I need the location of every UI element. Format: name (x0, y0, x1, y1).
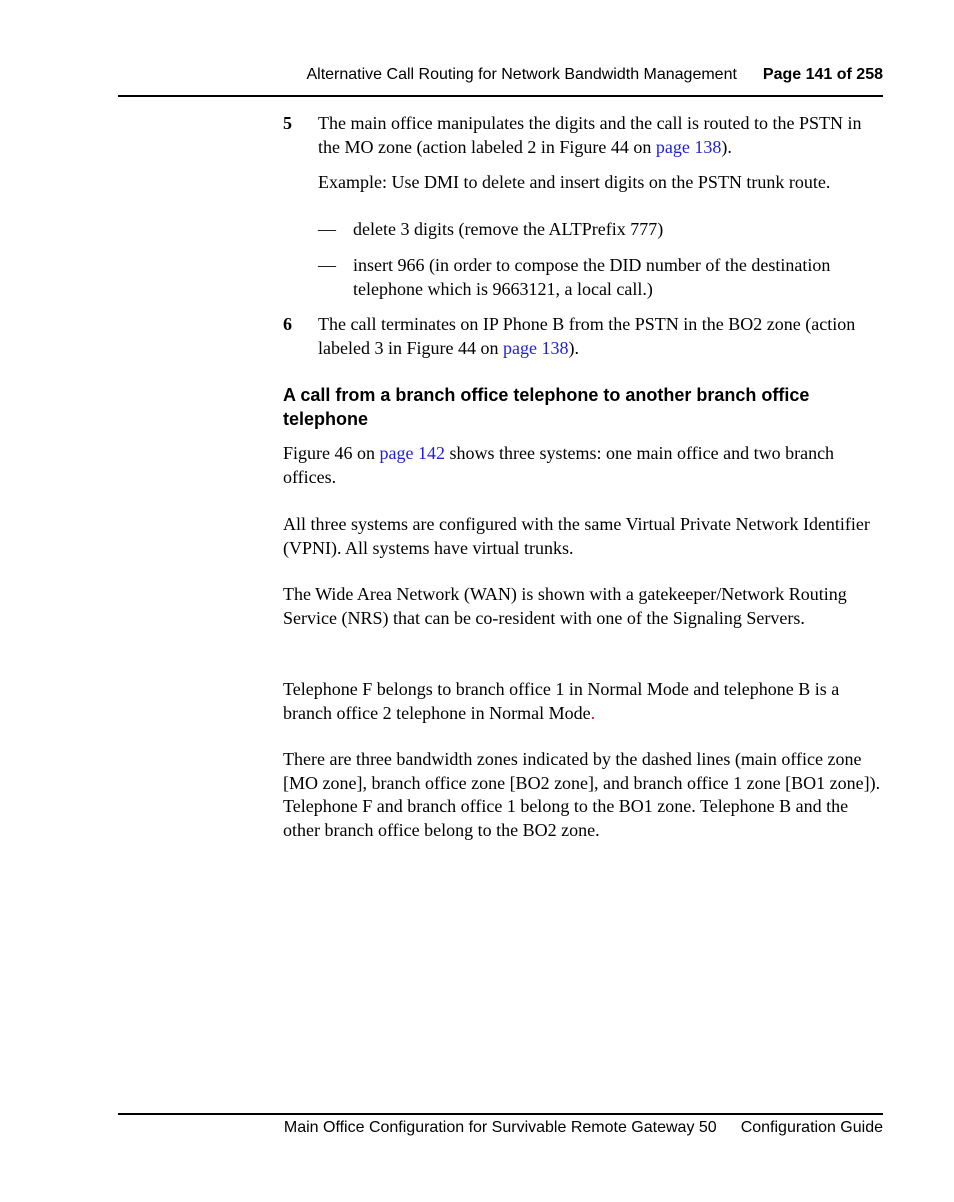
paragraph-text: Telephone F belongs to branch office 1 in Normal Mode and telephone B is a branch office 2 telephone in Normal Mode (283, 679, 840, 723)
page-link[interactable]: page 142 (379, 443, 445, 463)
paragraph (283, 442, 883, 489)
dash-symbol: — (318, 255, 336, 275)
footer-doc-title: Main Office Configuration for Survivable Remote Gateway 50 (283, 1119, 717, 1136)
dash-symbol: — (318, 219, 336, 239)
step-text (318, 313, 883, 360)
example-text: Example: Use DMI to delete and insert digits on the PSTN trunk route. (318, 172, 831, 192)
paragraph (283, 678, 883, 725)
step-text-part: The call terminates on IP Phone B from the PSTN in the BO2 zone (action labeled 3 in Figure 44 on (318, 314, 856, 358)
paragraph-text: shows three systems: one main office and two branch offices. (283, 443, 835, 487)
paragraph: The Wide Area Network (WAN) is shown with a gatekeeper/Network Routing Service (NRS) that can be co-resident with one of the Signaling Servers. (283, 584, 847, 628)
paragraph: All three systems are configured with the same Virtual Private Network Identifier (VPNI). All systems have virtual trunks. (283, 514, 870, 558)
page-footer (284, 1119, 883, 1137)
step-number: 5 (283, 113, 292, 133)
page-link[interactable]: page 138 (655, 136, 722, 157)
section-heading: A call from a branch office telephone to another branch office telephone (283, 385, 810, 429)
footer-doc-type: Configuration Guide (740, 1119, 883, 1136)
step-number: 6 (283, 314, 292, 334)
header-section-title: Alternative Call Routing for Network Bandwidth Management (306, 66, 737, 83)
paragraph-text: Figure 46 on (283, 443, 380, 463)
header-page-number: Page 141 of 258 (762, 66, 883, 83)
page-header (306, 66, 883, 84)
paragraph-end-mark: . (590, 702, 596, 723)
header-rule (118, 95, 883, 97)
step-text (318, 112, 883, 159)
step-text-part: ). (568, 337, 579, 358)
bullet-text: delete 3 digits (remove the ALTPrefix 777) (353, 219, 664, 239)
step-text-part: ). (721, 136, 732, 157)
step-text-part: The main office manipulates the digits and the call is routed to the PSTN in the MO zone (action labeled 2 in Figure 44 on (318, 113, 862, 157)
paragraph: There are three bandwidth zones indicated by the dashed lines (main office zone [MO zone], branch office zone [BO2 zone], and branch office 1 zone [BO1 zone]). Telephone F and branch office 1 belong to the BO1 zone. Telephone B and the other branch office belong to the BO2 zone. (283, 749, 881, 840)
bullet-text: insert 966 (in order to compose the DID number of the destination telephone which is 9663121, a local call.) (353, 255, 831, 299)
footer-rule (118, 1113, 883, 1115)
page-link[interactable]: page 138 (502, 337, 569, 358)
